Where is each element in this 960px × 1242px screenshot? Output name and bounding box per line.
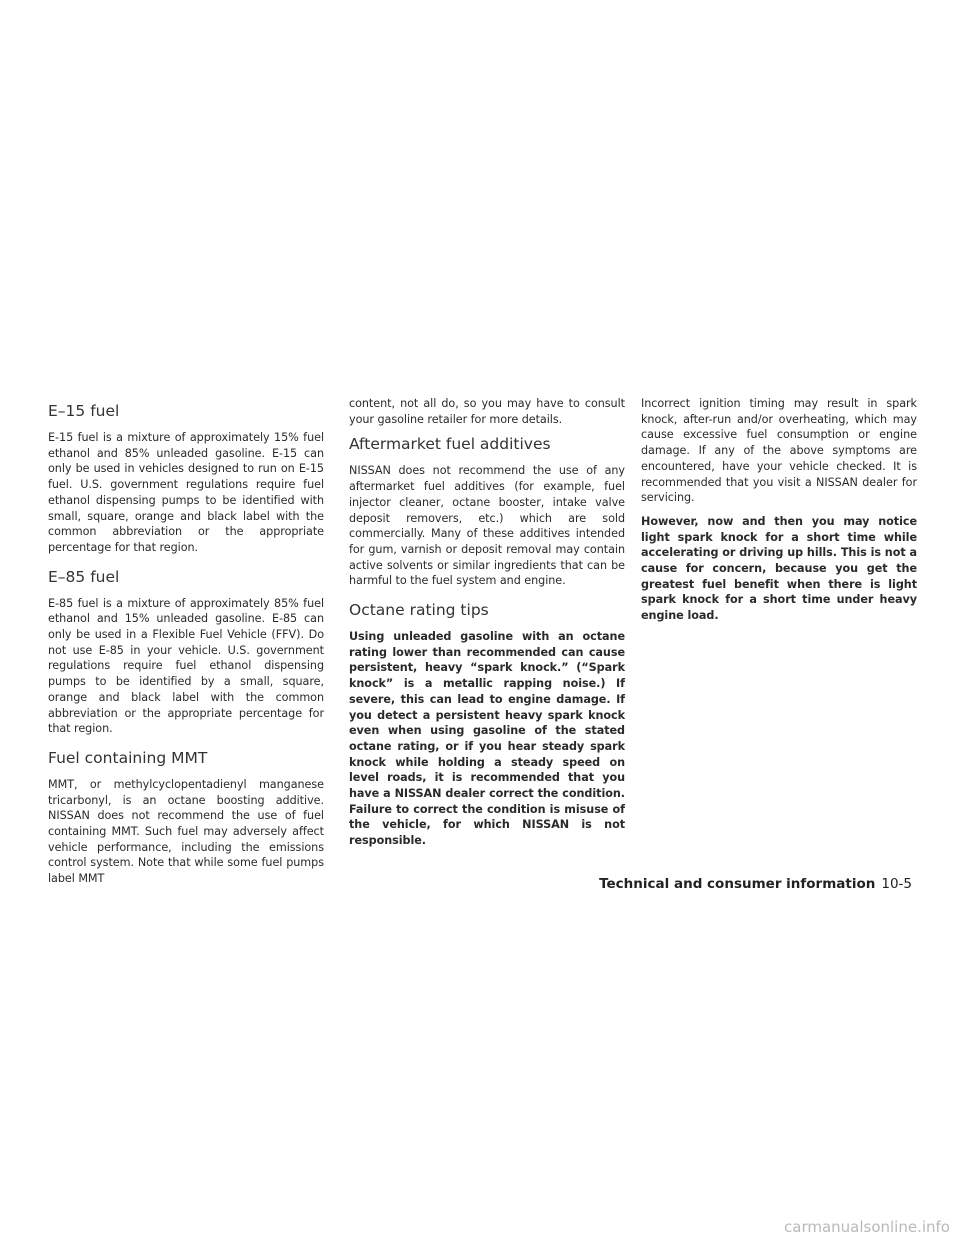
paragraph-aftermarket-additives: NISSAN does not recommend the use of any aftermarket fuel additives (for example, fuel injector cleaner, octane booster, intake valve deposit removers, etc.) which are sold commercially. Many of these additives intended for gum, varnish or deposit removal may contain active solvents or similar ingredients that can be harmful to the fuel system and engine. [349, 464, 625, 588]
paragraph-e15-fuel: E-15 fuel is a mixture of approximately 15% fuel ethanol and 85% unleaded gasoline. E-15 can only be used in vehicles designed to run on E-15 fuel. U.S. government regulations require fuel ethanol dispensing pumps to be identified with small, square, orange and black label with the common abbreviation or the appropriate percentage for that region. [48, 431, 324, 554]
heading-mmt-fuel: Fuel containing MMT [48, 748, 208, 767]
section-aftermarket-additives [349, 435, 625, 589]
page-footer [599, 876, 912, 892]
paragraph-light-spark-knock: However, now and then you may notice light spark knock for a short time while accelerating or driving up hills. This is not a cause for concern, because you get the greatest fuel benefit when there is light spark knock for a short time under heavy engine load. [641, 514, 917, 623]
heading-e15-fuel: E–15 fuel [48, 402, 120, 420]
column-left [48, 396, 324, 899]
column-right [641, 396, 917, 632]
heading-octane-tips: Octane rating tips [349, 601, 489, 620]
heading-e85-fuel: E–85 fuel [48, 567, 120, 586]
footer-chapter-title: Technical and consumer information [599, 876, 876, 892]
watermark-text: carmanualsonline.info [784, 1218, 950, 1236]
heading-aftermarket-additives: Aftermarket fuel additives [349, 435, 551, 454]
paragraph-mmt-continued: content, not all do, so you may have to consult your gasoline retailer for more details. [349, 397, 625, 426]
paragraph-octane-warning: Using unleaded gasoline with an octane rating lower than recommended can cause persistent, heavy “spark knock.” (“Spark knock” is a metallic rapping noise.) If severe, this can lead to engine damage. If you detect a persistent heavy spark knock even when using gasoline of the stated octane rating, or if you hear steady spark knock while holding a steady speed on level roads, it is recommended that you have a NISSAN dealer correct the condition. Failure to correct the condition is misuse of the vehicle, for which NISSAN is not responsible. [349, 630, 625, 848]
section-mmt-fuel [48, 749, 324, 887]
paragraph-ignition-timing: Incorrect ignition timing may result in spark knock, after-run and/or overheating, which may cause excessive fuel consumption or engine damage. If any of the above symptoms are encountered, have your vehicle checked. It is recommended that you visit a NISSAN dealer for servicing. [641, 397, 917, 505]
column-middle [349, 396, 625, 861]
footer-page-number: 10-5 [881, 876, 912, 892]
section-e85-fuel [48, 568, 324, 737]
paragraph-mmt-fuel: MMT, or methylcyclopentadienyl manganese tricarbonyl, is an octane boosting additive. NISSAN does not recommend the use of fuel containing MMT. Such fuel may adversely affect vehicle performance, including the emissions control system. Note that while some fuel pumps label MMT [48, 777, 324, 886]
paragraph-e85-fuel: E-85 fuel is a mixture of approximately 85% fuel ethanol and 15% unleaded gasoline. E-85 can only be used in a Flexible Fuel Vehicle (FFV). Do not use E-85 in your vehicle. U.S. government regulations require fuel ethanol dispensing pumps to be identified by a small, square, orange and black label with the common abbreviation or the appropriate percentage for that region. [48, 596, 324, 736]
section-e15-fuel [48, 402, 324, 556]
section-octane-tips [349, 601, 625, 849]
